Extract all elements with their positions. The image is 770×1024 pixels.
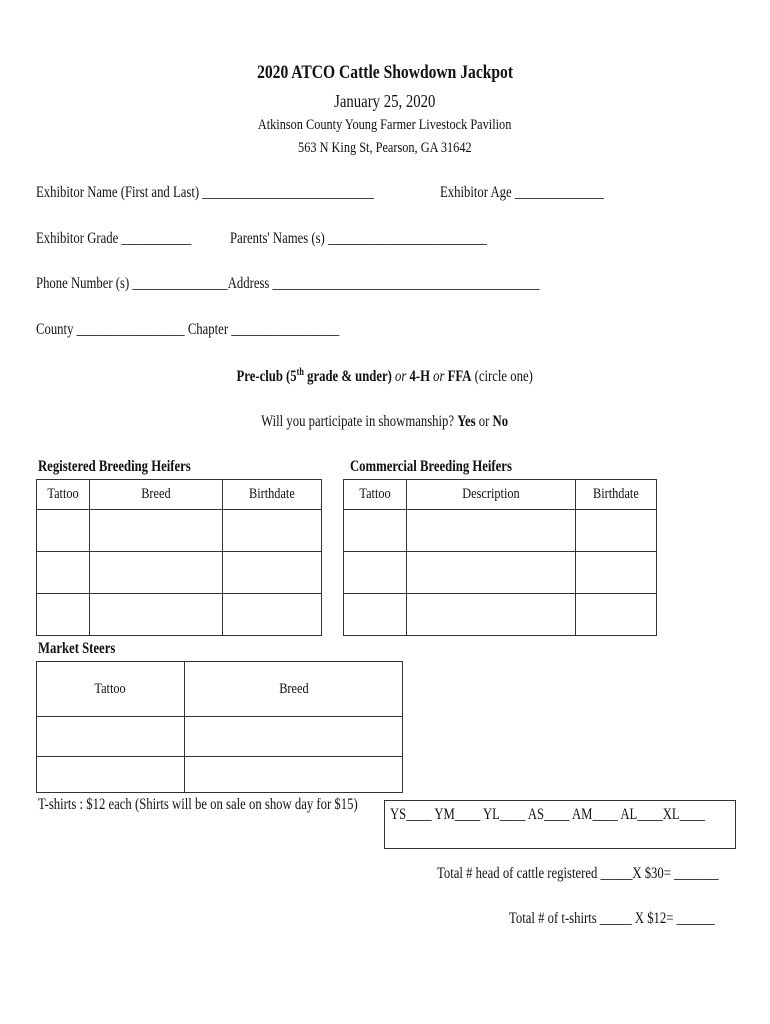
parents-names-field[interactable]: Parents' Names (s) _________________________ xyxy=(230,230,487,247)
table-cell[interactable] xyxy=(185,717,403,757)
ordinal-suffix: th xyxy=(296,367,305,378)
table-cell[interactable] xyxy=(37,594,90,636)
registered-heifers-table xyxy=(36,479,322,636)
table-cell[interactable] xyxy=(576,510,657,552)
table-row xyxy=(344,594,657,636)
cattle-total-field[interactable]: Total # head of cattle registered _____X $30= _______ xyxy=(437,865,719,882)
table-cell[interactable] xyxy=(37,552,90,594)
showmanship-question xyxy=(0,413,770,431)
event-date: January 25, 2020 xyxy=(334,91,436,111)
table-cell[interactable] xyxy=(90,510,223,552)
market-steers-table xyxy=(36,661,403,793)
table-row xyxy=(344,510,657,552)
column-header: Breed xyxy=(90,480,223,510)
table-cell[interactable] xyxy=(37,757,185,793)
column-header: Birthdate xyxy=(576,480,657,510)
table-row xyxy=(37,552,322,594)
exhibitor-grade-field[interactable]: Exhibitor Grade ___________ xyxy=(36,230,192,247)
table-cell[interactable] xyxy=(223,594,322,636)
table-cell[interactable] xyxy=(90,552,223,594)
table-header-row xyxy=(37,480,322,510)
or-text: or xyxy=(475,413,493,430)
form-title: 2020 ATCO Cattle Showdown Jackpot xyxy=(257,62,513,83)
tshirt-sizes-box xyxy=(384,800,736,849)
club-choice[interactable] xyxy=(0,367,770,386)
column-header: Breed xyxy=(185,662,403,717)
commercial-heifers-table xyxy=(343,479,657,636)
preclub-option[interactable]: Pre-club (5 xyxy=(236,368,297,386)
table-cell[interactable] xyxy=(344,510,407,552)
exhibitor-age-field[interactable]: Exhibitor Age ______________ xyxy=(440,184,604,201)
county-chapter-field[interactable]: County _________________ Chapter _________________ xyxy=(36,321,340,338)
table-cell[interactable] xyxy=(37,717,185,757)
column-header: Birthdate xyxy=(223,480,322,510)
circle-one-note: (circle one) xyxy=(471,368,534,386)
4h-option[interactable]: 4-H xyxy=(409,368,431,386)
table-row xyxy=(344,552,657,594)
table-cell[interactable] xyxy=(90,594,223,636)
registered-heifers-title: Registered Breeding Heifers xyxy=(38,458,191,475)
showmanship-label: Will you participate in showmanship? xyxy=(261,413,458,430)
table-row xyxy=(37,757,403,793)
table-row xyxy=(37,594,322,636)
table-header-row xyxy=(344,480,657,510)
commercial-heifers-title: Commercial Breeding Heifers xyxy=(350,458,512,475)
or-text: or xyxy=(430,368,448,386)
table-row xyxy=(37,510,322,552)
column-header: Tattoo xyxy=(344,480,407,510)
table-header-row xyxy=(37,662,403,717)
table-cell[interactable] xyxy=(344,594,407,636)
table-cell[interactable] xyxy=(407,594,576,636)
venue-address: 563 N King St, Pearson, GA 31642 xyxy=(298,140,472,156)
column-header: Description xyxy=(407,480,576,510)
table-cell[interactable] xyxy=(576,594,657,636)
tshirt-price-note: T-shirts : $12 each (Shirts will be on sale on show day for $15) xyxy=(38,796,358,813)
or-text: or xyxy=(392,368,410,386)
no-option[interactable]: No xyxy=(492,413,509,430)
preclub-grade: grade & under) xyxy=(304,368,393,386)
venue-name: Atkinson County Young Farmer Livestock Pavilion xyxy=(258,117,512,133)
tshirt-sizes-field[interactable]: YS____ YM____ YL____ AS____ AM____ AL____XL____ xyxy=(390,806,706,823)
table-cell[interactable] xyxy=(407,552,576,594)
table-cell[interactable] xyxy=(223,510,322,552)
table-cell[interactable] xyxy=(407,510,576,552)
table-cell[interactable] xyxy=(37,510,90,552)
market-steers-title: Market Steers xyxy=(38,640,116,657)
phone-address-field[interactable]: Phone Number (s) _______________Address __________________________________________ xyxy=(36,275,540,292)
yes-option[interactable]: Yes xyxy=(457,413,476,430)
exhibitor-name-field[interactable]: Exhibitor Name (First and Last) ___________________________ xyxy=(36,184,374,201)
ffa-option[interactable]: FFA xyxy=(447,368,472,386)
table-row xyxy=(37,717,403,757)
table-cell[interactable] xyxy=(576,552,657,594)
column-header: Tattoo xyxy=(37,480,90,510)
tshirt-total-field[interactable]: Total # of t-shirts _____ X $12= ______ xyxy=(509,910,715,927)
table-cell[interactable] xyxy=(223,552,322,594)
table-cell[interactable] xyxy=(185,757,403,793)
column-header: Tattoo xyxy=(37,662,185,717)
table-cell[interactable] xyxy=(344,552,407,594)
